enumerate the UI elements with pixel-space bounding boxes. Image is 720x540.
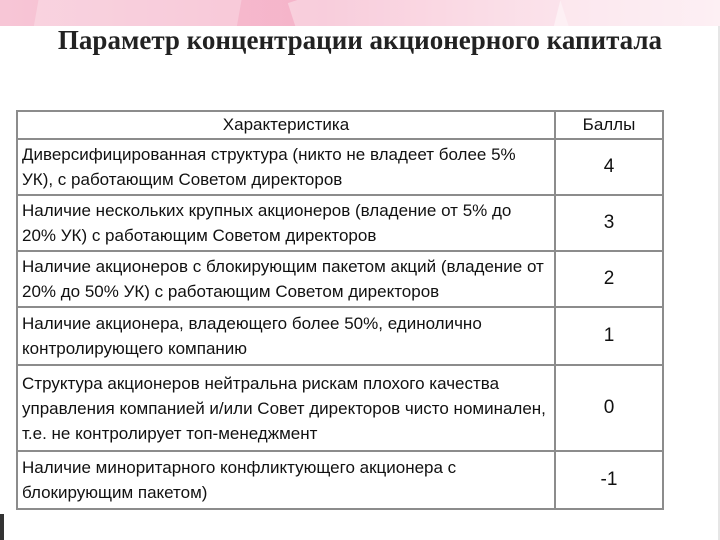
row-score: -1 [555, 451, 663, 509]
table-row [17, 139, 663, 195]
header-score: Баллы [555, 111, 663, 139]
table-row [17, 195, 663, 251]
decorative-header-band [0, 0, 720, 26]
row-score: 2 [555, 251, 663, 307]
row-score: 1 [555, 307, 663, 365]
table-row [17, 365, 663, 451]
row-characteristic: Диверсифицированная структура (никто не владеет более 5% УК), с работающим Советом директоров [17, 139, 555, 195]
header-characteristic: Характеристика [17, 111, 555, 139]
row-score: 4 [555, 139, 663, 195]
header-decor-shape [552, 0, 720, 26]
table-row [17, 451, 663, 509]
row-characteristic: Наличие нескольких крупных акционеров (владение от 5% до 20% УК) с работающим Советом директоров [17, 195, 555, 251]
slide-corner-mark [0, 514, 4, 540]
table-header-row [17, 111, 663, 139]
header-decor-shape [33, 0, 247, 26]
table-row [17, 251, 663, 307]
row-characteristic: Наличие миноритарного конфликтующего акционера с блокирующим пакетом) [17, 451, 555, 509]
row-score: 3 [555, 195, 663, 251]
row-characteristic: Наличие акционера, владеющего более 50%, единолично контролирующего компанию [17, 307, 555, 365]
row-characteristic: Структура акционеров нейтральна рискам плохого качества управления компанией и/или Совет директоров чисто номинален, т.е. не контролирует топ-менеджмент [17, 365, 555, 451]
concentration-table [16, 110, 664, 510]
slide-title: Параметр концентрации акционерного капитала [57, 25, 663, 55]
row-score: 0 [555, 365, 663, 451]
table-row [17, 307, 663, 365]
header-decor-shape [288, 0, 572, 26]
row-characteristic: Наличие акционеров с блокирующим пакетом акций (владение от 20% до 50% УК) с работающим Советом директоров [17, 251, 555, 307]
